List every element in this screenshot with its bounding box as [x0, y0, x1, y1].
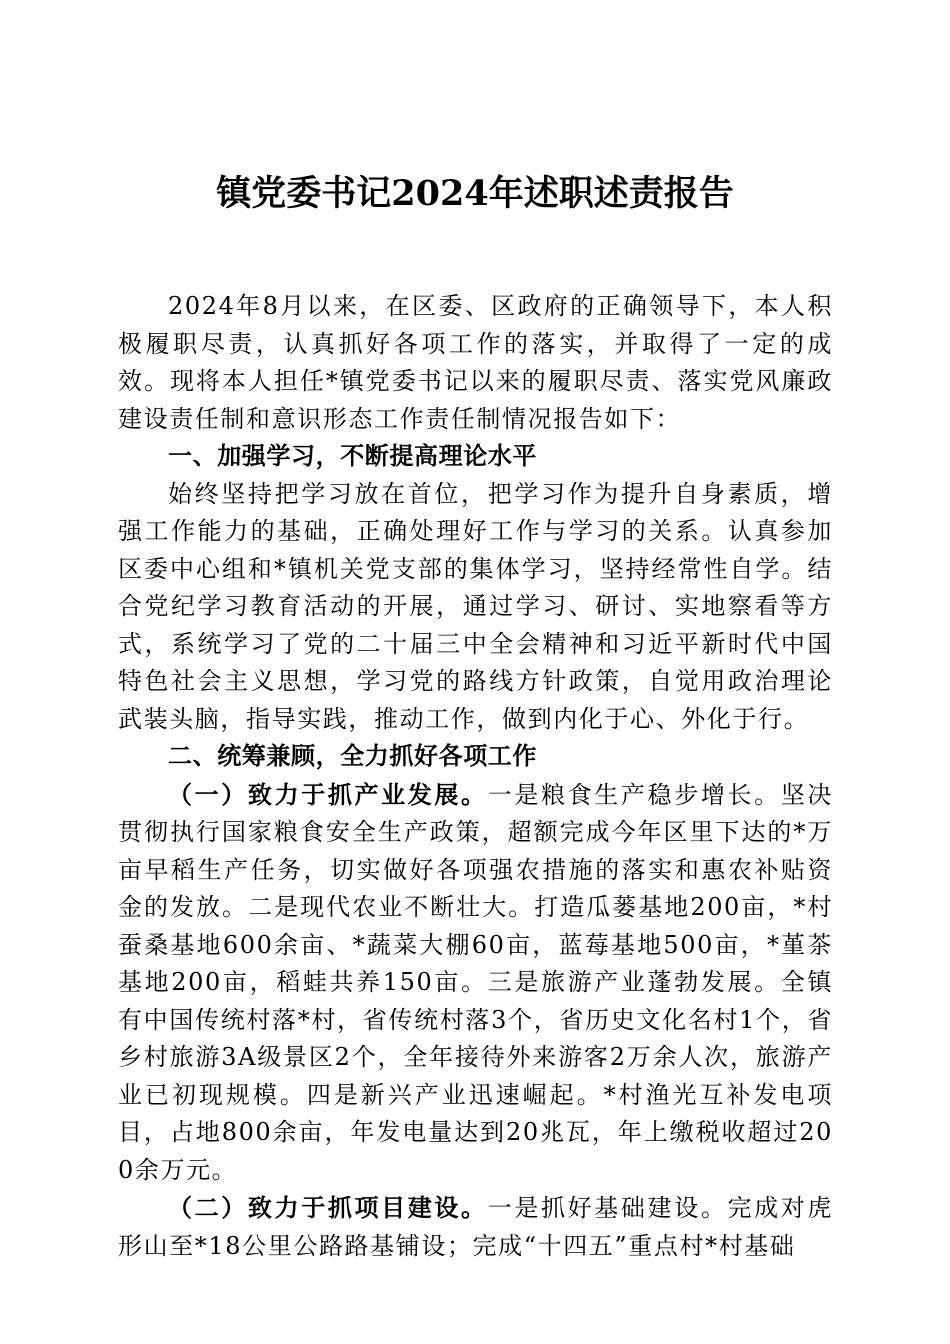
project-subheading: （二）致力于抓项目建设。	[168, 1193, 488, 1222]
section-heading-1: 一、加强学习，不断提高理论水平	[168, 442, 537, 470]
industry-paragraph	[118, 776, 833, 1190]
project-paragraph	[118, 1189, 833, 1265]
project-text: 一是抓好基础建设。完成对虎形山至*18公里公路路基铺设；完成“十四五”重点村*村基础	[118, 1194, 833, 1260]
section-heading-2: 二、统筹兼顾，全力抓好各项工作	[168, 742, 537, 770]
document-title: 镇党委书记2024年述职述责报告	[216, 173, 734, 214]
industry-text: 一是粮食生产稳步增长。坚决贯彻执行国家粮食安全生产政策，超额完成今年区里下达的*万亩早稻生产任务，切实做好各项强农措施的落实和惠农补贴资金的发放。二是现代农业不断壮大。打造瓜蒌基地200亩，*村蚕桑基地600余亩、*蔬菜大棚60亩，蓝莓基地500亩，*堇茶基地200亩，稻蛙共养150亩。三是旅游产业蓬勃发展。全镇有中国传统村落*村，省传统村落3个，省历史文化名村1个，省乡村旅游3A级景区2个，全年接待外来游客2万余人次，旅游产业已初现规模。四是新兴产业迅速崛起。*村渔光互补发电项目，占地800余亩，年发电量达到20兆瓦，年上缴税收超过200余万元。	[118, 780, 833, 1184]
intro-paragraph: 2024年8月以来，在区委、区政府的正确领导下，本人积极履职尽责，认真抓好各项工作的落实，并取得了一定的成效。现将本人担任*镇党委书记以来的履职尽责、落实党风廉政建设责任制和意识形态工作责任制情况报告如下：	[118, 292, 833, 433]
industry-subheading: （一）致力于抓产业发展。	[168, 779, 488, 809]
document-body	[118, 288, 833, 1265]
study-paragraph: 始终坚持把学习放在首位，把学习作为提升自身素质，增强工作能力的基础，正确处理好工作与学习的关系。认真参加区委中心组和*镇机关党支部的集体学习，坚持经常性自学。结合党纪学习教育活动的开展，通过学习、研讨、实地察看等方式，系统学习了党的二十届三中全会精神和习近平新时代中国特色社会主义思想，学习党的路线方针政策，自觉用政治理论武装头脑，指导实践，推动工作，做到内化于心、外化于行。	[118, 479, 833, 733]
